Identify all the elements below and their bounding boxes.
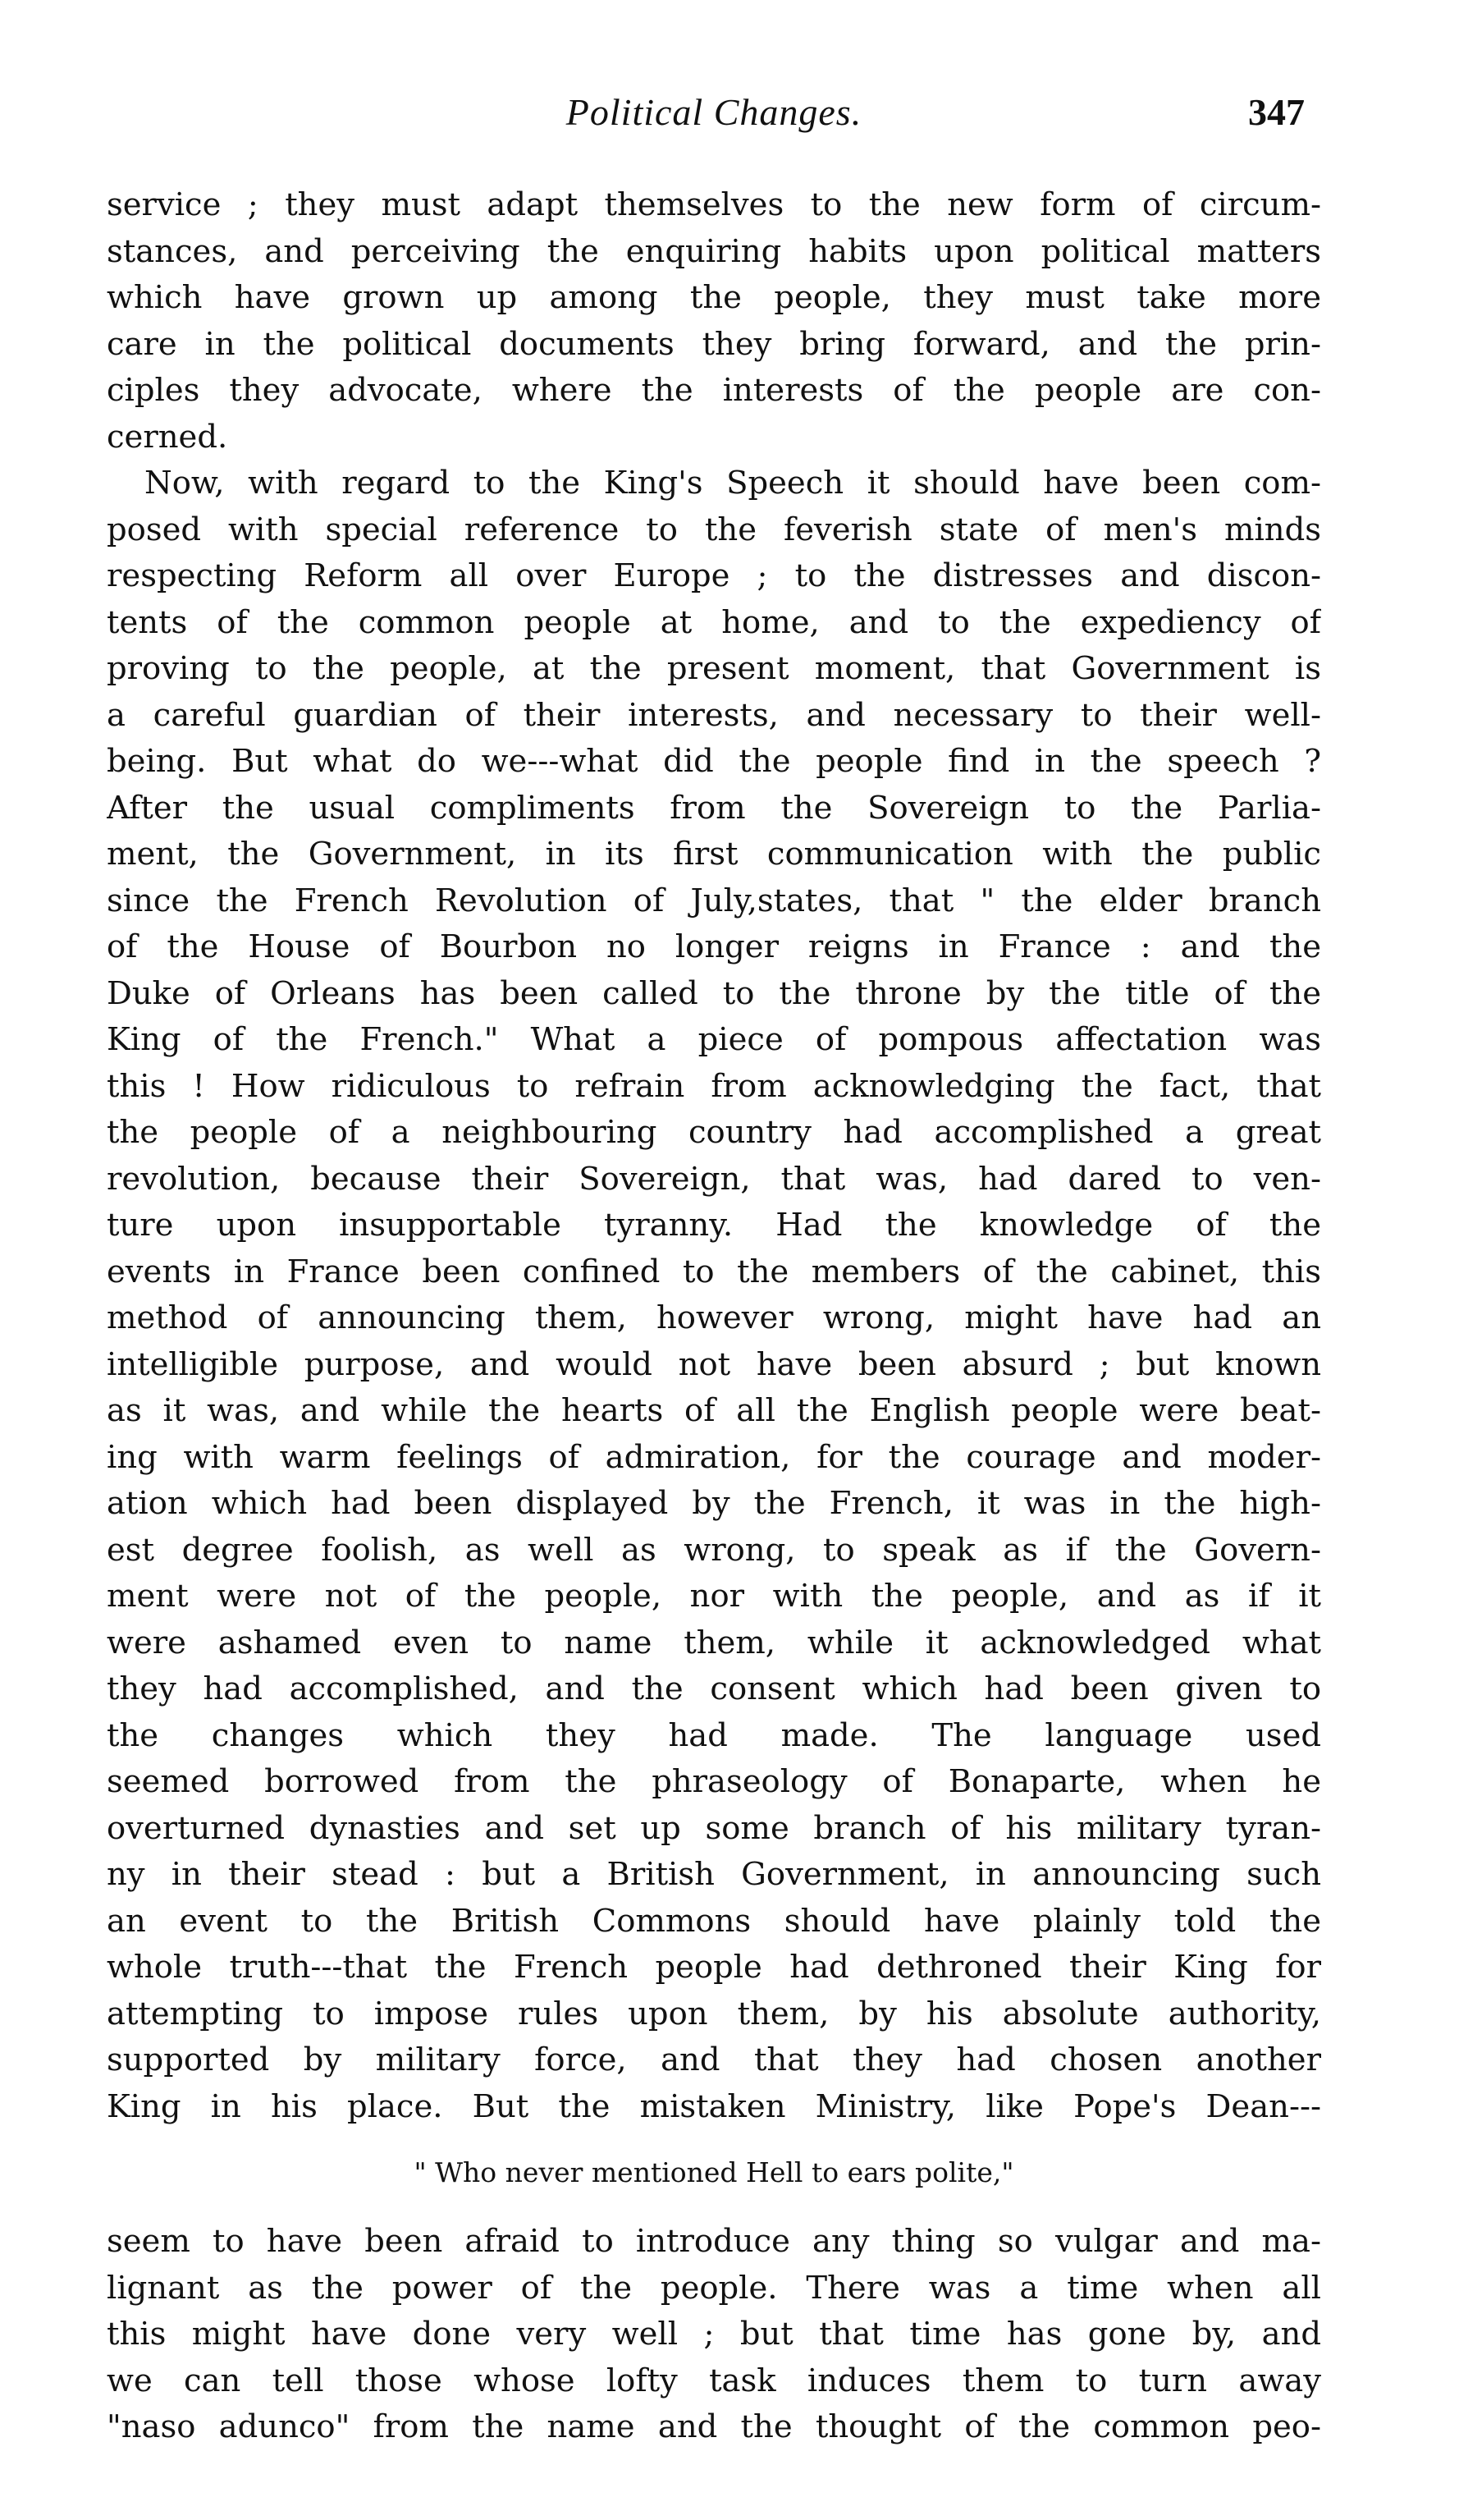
- text-line: events in France been confined to the members of the cabinet, this: [107, 1253, 1321, 1290]
- running-head-title: Political Changes.: [565, 91, 862, 133]
- text-line: an event to the British Commons should have plainly told the: [107, 1902, 1321, 1940]
- text-line: ment, the Government, in its first communication with the public: [107, 836, 1321, 873]
- text-line: King of the French." What a piece of pompous affectation was: [107, 1021, 1321, 1058]
- text-line: "naso adunco" from the name and the thought of the common peo-: [107, 2408, 1321, 2445]
- text-line: we can tell those whose lofty task induces them to turn away: [107, 2362, 1321, 2399]
- paragraph-continuation: [107, 2219, 1321, 2451]
- text-line: seemed borrowed from the phraseology of Bonaparte, when he: [107, 1763, 1321, 1800]
- text-line: ture upon insupportable tyranny. Had the knowledge of the: [107, 1207, 1321, 1244]
- text-line: proving to the people, at the present moment, that Government is: [107, 650, 1321, 687]
- text-line: ny in their stead : but a British Government, in announcing such: [107, 1856, 1321, 1893]
- paragraph-kings-speech: [107, 460, 1321, 2130]
- text-line: ing with warm feelings of admiration, for the courage and moder-: [107, 1438, 1321, 1476]
- text-line: stances, and perceiving the enquiring habits upon political matters: [107, 232, 1321, 270]
- text-line: method of announcing them, however wrong, might have had an: [107, 1299, 1321, 1336]
- text-line: ciples they advocate, where the interests of the people are con-: [107, 372, 1321, 409]
- text-line: intelligible purpose, and would not have been absurd ; but known: [107, 1345, 1321, 1383]
- text-line: seem to have been afraid to introduce any thing so vulgar and ma-: [107, 2223, 1321, 2260]
- text-line: this ! How ridiculous to refrain from acknowledging the fact, that: [107, 1067, 1321, 1105]
- text-line: posed with special reference to the feverish state of men's minds: [107, 511, 1321, 548]
- text-line: the changes which they had made. The language used: [107, 1716, 1321, 1754]
- text-line: est degree foolish, as well as wrong, to speak as if the Govern-: [107, 1531, 1321, 1569]
- text-line: ment were not of the people, nor with the people, and as if it: [107, 1578, 1321, 1615]
- text-line: were ashamed even to name them, while it acknowledged what: [107, 1624, 1321, 1661]
- text-line: the people of a neighbouring country had accomplished a great: [107, 1114, 1321, 1151]
- text-line: since the French Revolution of July,states, that " the elder branch: [107, 882, 1321, 919]
- text-line: care in the political documents they bring forward, and the prin-: [107, 325, 1321, 363]
- text-line: this might have done very well ; but that time has gone by, and: [107, 2316, 1321, 2353]
- text-line: attempting to impose rules upon them, by his absolute authority,: [107, 1995, 1321, 2032]
- body-text: [107, 182, 1321, 2451]
- text-line: service ; they must adapt themselves to the new form of circum-: [107, 186, 1321, 223]
- block-quotation: " Who never mentioned Hell to ears polite,": [414, 2156, 1014, 2188]
- text-line: a careful guardian of their interests, and necessary to their well-: [107, 696, 1321, 734]
- text-line: ation which had been displayed by the French, it was in the high-: [107, 1485, 1321, 1522]
- text-line: as it was, and while the hearts of all the English people were beat-: [107, 1392, 1321, 1429]
- text-line: whole truth---that the French people had dethroned their King for: [107, 1949, 1321, 1986]
- text-line: cerned.: [107, 418, 228, 456]
- text-line: they had accomplished, and the consent which had been given to: [107, 1670, 1321, 1707]
- text-line: revolution, because their Sovereign, that was, had dared to ven-: [107, 1160, 1321, 1198]
- running-head: [107, 90, 1321, 148]
- text-line: which have grown up among the people, they must take more: [107, 279, 1321, 316]
- text-line: lignant as the power of the people. There was a time when all: [107, 2269, 1321, 2307]
- text-line: respecting Reform all over Europe ; to the distresses and discon-: [107, 557, 1321, 594]
- text-line: being. But what do we---what did the people find in the speech ?: [107, 743, 1321, 780]
- text-line: Now, with regard to the King's Speech it should have been com-: [144, 465, 1321, 502]
- text-line: King in his place. But the mistaken Ministry, like Pope's Dean---: [107, 2087, 1321, 2125]
- text-line: Duke of Orleans has been called to the throne by the title of the: [107, 974, 1321, 1012]
- text-line: tents of the common people at home, and to the expediency of: [107, 603, 1321, 641]
- paragraph-continued: [107, 182, 1321, 460]
- text-line: of the House of Bourbon no longer reigns in France : and the: [107, 928, 1321, 965]
- page-number: 347: [1248, 91, 1305, 133]
- text-line: After the usual compliments from the Sovereign to the Parlia-: [107, 789, 1321, 827]
- text-line: overturned dynasties and set up some branch of his military tyran-: [107, 1809, 1321, 1847]
- text-line: supported by military force, and that they had chosen another: [107, 2041, 1321, 2078]
